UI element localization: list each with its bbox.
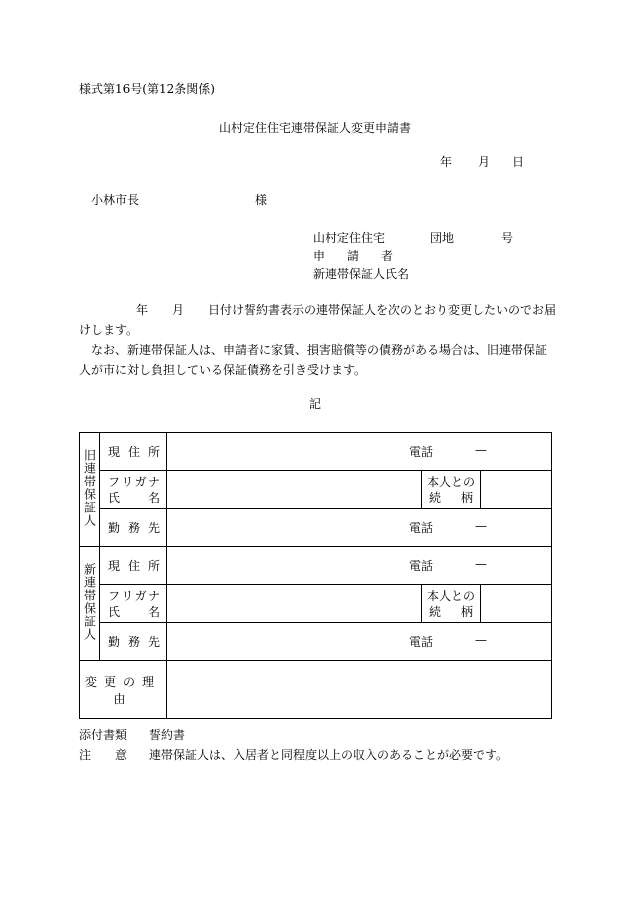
new-address-phone	[167, 557, 551, 574]
new-name-row	[80, 585, 552, 623]
new-workplace-row	[80, 623, 552, 661]
note-label: 注 意	[79, 748, 127, 762]
phone-dash: —	[475, 633, 487, 647]
reason-field[interactable]	[167, 661, 552, 719]
reason-label: 変更の理由	[80, 661, 167, 719]
page-title: 山村定住住宅連帯保証人変更申請書	[218, 121, 411, 135]
new-name-field[interactable]	[167, 585, 552, 623]
phone-dash: —	[475, 557, 487, 571]
old-name-field[interactable]	[167, 471, 552, 509]
phone-dash: —	[475, 443, 487, 457]
old-address-phone	[167, 443, 551, 460]
form-number: 様式第16号(第12条関係)	[79, 82, 215, 96]
honorific: 様	[255, 193, 268, 207]
paragraph1-text: 日付け誓約書表示の連帯保証人を次のとおり変更したいのでお届けします。	[79, 303, 557, 337]
phone-label: 電話	[408, 559, 433, 573]
old-guarantor-label-text: 旧連帯保証人	[82, 448, 97, 527]
date-day-label: 日	[512, 155, 525, 169]
new-relation-label: 本人との 続 柄	[421, 585, 481, 622]
guarantor-table	[79, 432, 552, 719]
new-name-label: フ リ ガ ナ 氏 名	[100, 585, 167, 623]
note-text: 連帯保証人は、入居者と同程度以上の収入のあることが必要です。	[149, 748, 509, 762]
paragraph1-year: 年	[136, 303, 149, 317]
old-workplace-field[interactable]	[167, 509, 552, 547]
danchi-label: 団地	[430, 231, 455, 245]
date-month-label: 月	[478, 155, 491, 169]
reason-row	[80, 661, 552, 719]
attachments-label: 添付書類	[79, 728, 128, 742]
new-address-label: 現 住 所	[100, 547, 167, 585]
old-address-row	[80, 433, 552, 471]
phone-label: 電話	[408, 635, 433, 649]
new-address-field[interactable]	[167, 547, 552, 585]
old-address-field[interactable]	[167, 433, 552, 471]
new-guarantor-label-text: 新連帯保証人	[82, 562, 97, 641]
phone-label: 電話	[408, 521, 433, 535]
paragraph1-month: 月	[172, 303, 185, 317]
old-workplace-row	[80, 509, 552, 547]
new-guarantor-name-label: 新連帯保証人氏名	[313, 267, 410, 281]
phone-label: 電話	[408, 445, 433, 459]
number-label: 号	[501, 231, 514, 245]
date-year-label: 年	[440, 155, 453, 169]
paragraph-2: なお、新連帯保証人は、申請者に家賃、損害賠償等の債務がある場合は、旧連帯保証人が市に対し負担している保証債務を引き受けます。	[79, 343, 548, 377]
paragraph-1	[79, 300, 557, 340]
new-address-row	[80, 547, 552, 585]
old-name-row	[80, 471, 552, 509]
applicant-label: 申 請 者	[313, 249, 393, 263]
ki-mark: 記	[308, 397, 321, 411]
new-workplace-field[interactable]	[167, 623, 552, 661]
old-name-label: フ リ ガ ナ 氏 名	[100, 471, 167, 509]
housing-label: 山村定住住宅	[313, 231, 386, 245]
old-address-label: 現 住 所	[100, 433, 167, 471]
old-workplace-label: 勤 務 先	[100, 509, 167, 547]
addressee: 小林市長	[91, 193, 140, 207]
old-workplace-phone	[167, 519, 551, 536]
attachments-value: 誓約書	[149, 728, 186, 742]
new-workplace-label: 勤 務 先	[100, 623, 167, 661]
phone-dash: —	[475, 519, 487, 533]
old-guarantor-label	[80, 433, 100, 547]
new-workplace-phone	[167, 633, 551, 650]
new-guarantor-label	[80, 547, 100, 661]
old-relation-label: 本人との 続 柄	[421, 471, 481, 508]
